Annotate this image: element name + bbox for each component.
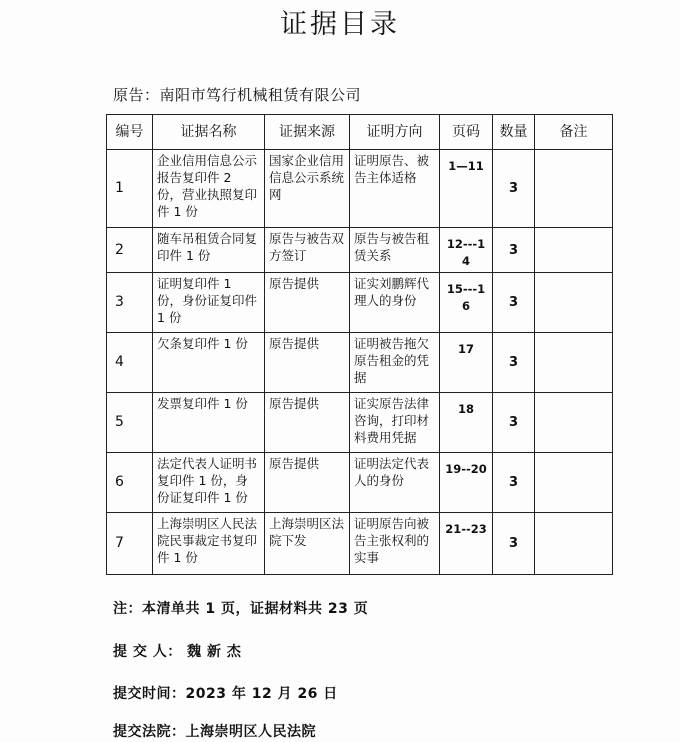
cell-source: 原告提供 — [265, 333, 350, 393]
table-row — [107, 333, 613, 393]
cell-pages: 19--20 — [440, 453, 493, 513]
cell-purpose: 原告与被告租赁关系 — [350, 228, 440, 273]
cell-qty: 3 — [493, 228, 535, 273]
cell-pages: 1—11 — [440, 150, 493, 228]
cell-purpose: 证明被告拖欠原告租金的凭据 — [350, 333, 440, 393]
cell-note — [535, 453, 613, 513]
header-cell: 编号 — [107, 115, 153, 150]
cell-note — [535, 273, 613, 333]
cell-qty: 3 — [493, 393, 535, 453]
cell-note — [535, 228, 613, 273]
cell-source: 原告与被告双方签订 — [265, 228, 350, 273]
cell-no: 5 — [107, 393, 153, 453]
cell-pages: 17 — [440, 333, 493, 393]
header-cell: 数量 — [493, 115, 535, 150]
submitter-line: 提 交 人： 魏 新 杰 — [113, 644, 242, 660]
cell-name: 发票复印件 1 份 — [153, 393, 265, 453]
cell-name: 法定代表人证明书复印件 1 份，身份证复印件 1 份 — [153, 453, 265, 513]
cell-source: 上海崇明区法院下发 — [265, 513, 350, 575]
cell-note — [535, 333, 613, 393]
cell-pages: 21--23 — [440, 513, 493, 575]
header-cell: 证据名称 — [153, 115, 265, 150]
cell-no: 7 — [107, 513, 153, 575]
cell-purpose: 证明原告向被告主张权利的实事 — [350, 513, 440, 575]
cell-no: 1 — [107, 150, 153, 228]
table-row — [107, 150, 613, 228]
table-header-row — [107, 115, 613, 150]
plaintiff-line: 原告：南阳市笃行机械租赁有限公司 — [113, 86, 362, 104]
cell-no: 3 — [107, 273, 153, 333]
cell-pages: 12---14 — [440, 228, 493, 273]
cell-no: 6 — [107, 453, 153, 513]
table-row — [107, 393, 613, 453]
cell-qty: 3 — [493, 150, 535, 228]
cell-no: 2 — [107, 228, 153, 273]
cell-qty: 3 — [493, 333, 535, 393]
cell-note — [535, 150, 613, 228]
cell-name: 欠条复印件 1 份 — [153, 333, 265, 393]
header-cell: 备注 — [535, 115, 613, 150]
cell-pages: 15---16 — [440, 273, 493, 333]
cell-purpose: 证实原告法律咨询，打印材料费用凭据 — [350, 393, 440, 453]
table-row — [107, 273, 613, 333]
cell-qty: 3 — [493, 273, 535, 333]
header-cell: 页码 — [440, 115, 493, 150]
cell-name: 企业信用信息公示报告复印件 2 份，营业执照复印件 1 份 — [153, 150, 265, 228]
submit-court-line: 提交法院：上海崇明区人民法院 — [113, 724, 316, 740]
cell-name: 随车吊租赁合同复印件 1 份 — [153, 228, 265, 273]
cell-purpose: 证明原告、被告主体适格 — [350, 150, 440, 228]
cell-purpose: 证实刘鹏辉代理人的身份 — [350, 273, 440, 333]
cell-no: 4 — [107, 333, 153, 393]
cell-name: 证明复印件 1 份，身份证复印件 1 份 — [153, 273, 265, 333]
cell-source: 原告提供 — [265, 453, 350, 513]
document-title: 证据目录 — [280, 9, 400, 40]
cell-source: 原告提供 — [265, 273, 350, 333]
header-cell: 证据来源 — [265, 115, 350, 150]
cell-purpose: 证明法定代表人的身份 — [350, 453, 440, 513]
cell-note — [535, 393, 613, 453]
table-row — [107, 453, 613, 513]
cell-source: 国家企业信用信息公示系统网 — [265, 150, 350, 228]
evidence-table — [106, 114, 613, 575]
submit-date-line: 提交时间：2023 年 12 月 26 日 — [113, 686, 338, 702]
summary-note: 注：本清单共 1 页，证据材料共 23 页 — [113, 601, 369, 617]
cell-name: 上海崇明区人民法院民事裁定书复印件 1 份 — [153, 513, 265, 575]
cell-qty: 3 — [493, 453, 535, 513]
table-row — [107, 513, 613, 575]
cell-source: 原告提供 — [265, 393, 350, 453]
cell-pages: 18 — [440, 393, 493, 453]
cell-note — [535, 513, 613, 575]
header-cell: 证明方向 — [350, 115, 440, 150]
table-row — [107, 228, 613, 273]
cell-qty: 3 — [493, 513, 535, 575]
